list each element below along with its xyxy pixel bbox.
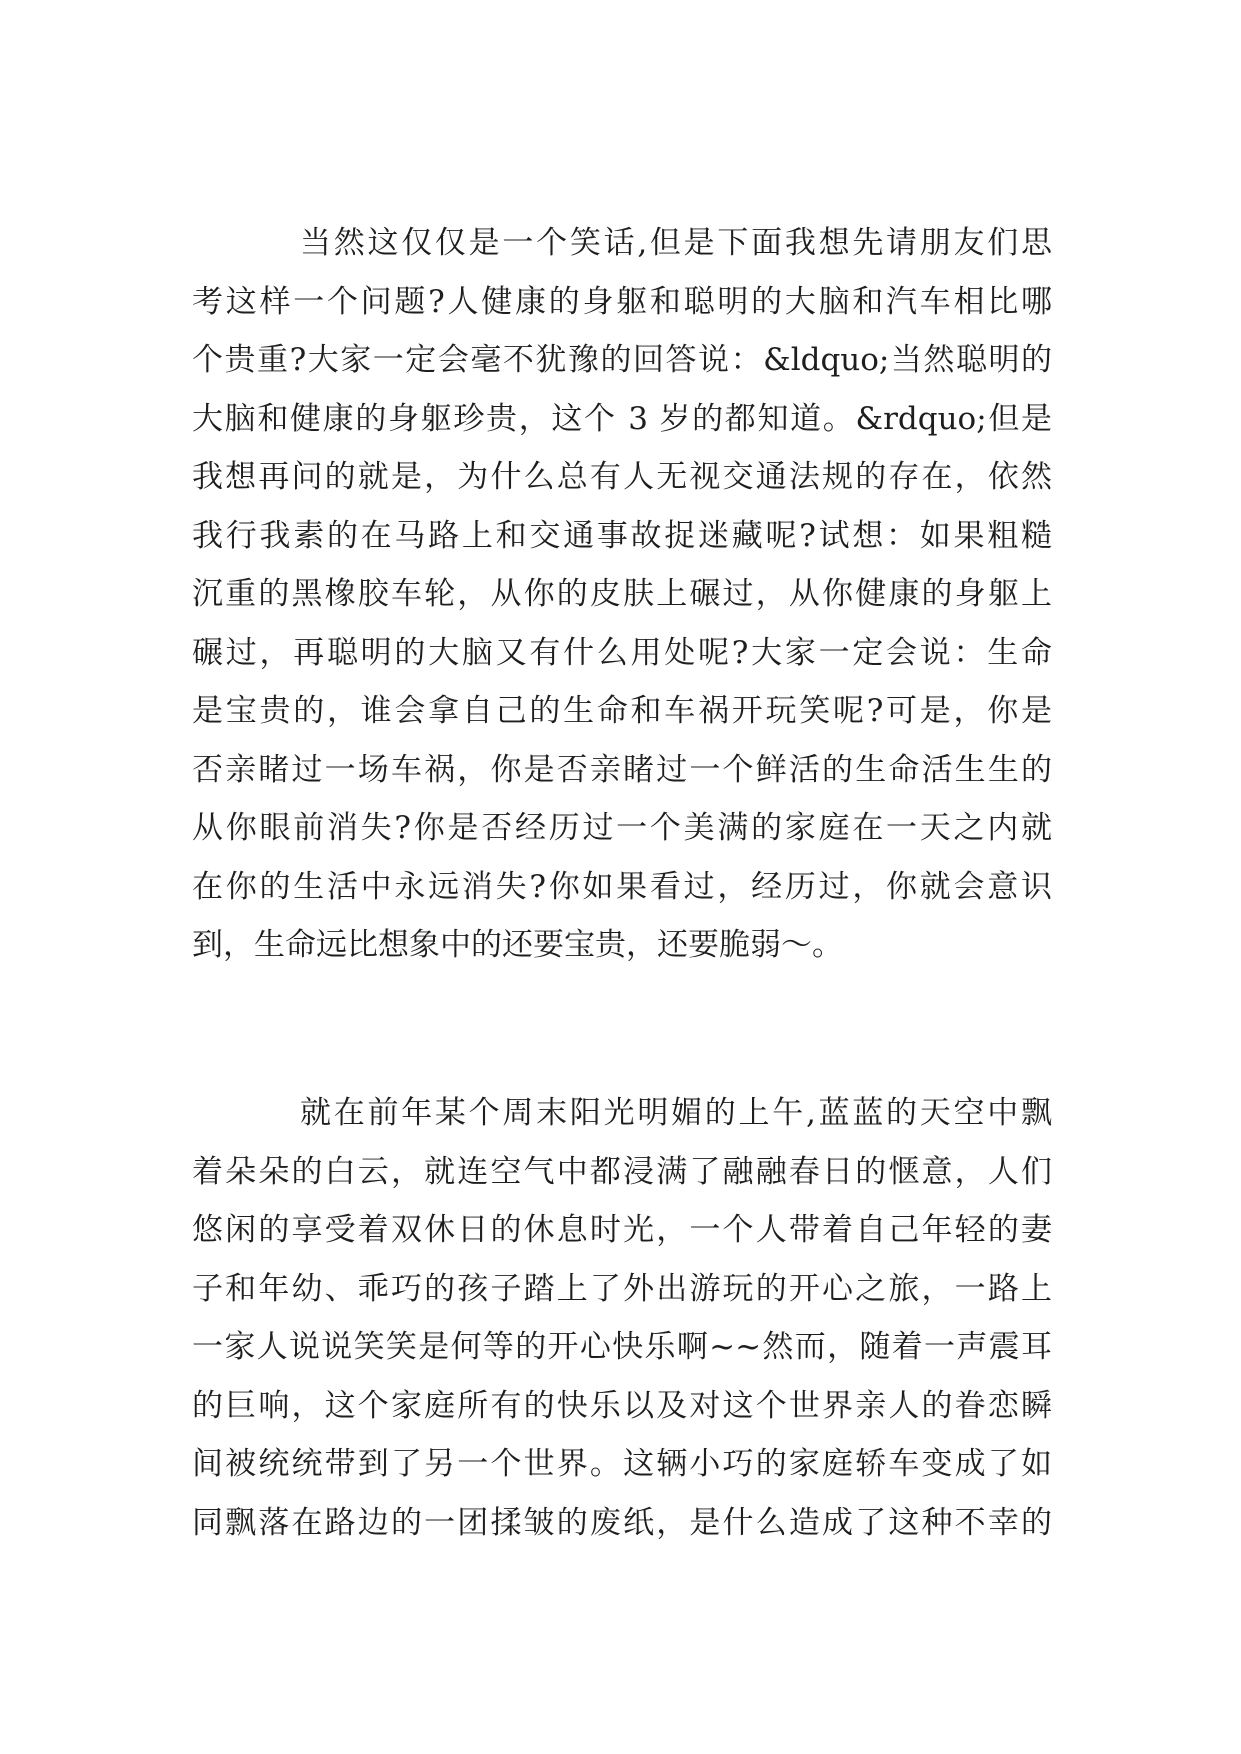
text-line: 着朵朵的白云，就连空气中都浸满了融融春日的惬意，人们: [192, 1153, 1052, 1190]
text-line: 一家人说说笑笑是何等的开心快乐啊~~然而，随着一声震耳: [192, 1329, 1052, 1365]
text-line: 个贵重?大家一定会毫不犹豫的回答说：&ldquo;当然聪明的: [192, 342, 1052, 378]
paragraph-1: [192, 214, 1052, 975]
paragraph-2: [192, 1084, 1052, 1552]
text-line: 碾过，再聪明的大脑又有什么用处呢?大家一定会说：生命: [192, 634, 1052, 671]
text-line: 同飘落在路边的一团揉皱的废纸，是什么造成了这种不幸的: [192, 1504, 1052, 1541]
text-line: 从你眼前消失?你是否经历过一个美满的家庭在一天之内就: [192, 810, 1052, 846]
text-line: 在你的生活中永远消失?你如果看过，经历过，你就会意识: [192, 868, 1052, 905]
text-line: 考这样一个问题?人健康的身躯和聪明的大脑和汽车相比哪: [192, 283, 1052, 320]
text-line: 否亲睹过一场车祸，你是否亲睹过一个鲜活的生命活生生的: [192, 751, 1052, 788]
text-line: 就在前年某个周末阳光明媚的上午,蓝蓝的天空中飘: [300, 1095, 1052, 1131]
text-line: 大脑和健康的身躯珍贵，这个 3 岁的都知道。&rdquo;但是: [192, 400, 1052, 437]
text-line: 我想再问的就是，为什么总有人无视交通法规的存在，依然: [192, 459, 1052, 495]
text-line: 的巨响，这个家庭所有的快乐以及对这个世界亲人的眷恋瞬: [192, 1387, 1052, 1424]
text-line: 我行我素的在马路上和交通事故捉迷藏呢?试想：如果粗糙: [192, 517, 1052, 554]
text-line: 子和年幼、乖巧的孩子踏上了外出游玩的开心之旅，一路上: [192, 1270, 1052, 1307]
text-line: 当然这仅仅是一个笑话,但是下面我想先请朋友们思: [300, 225, 1052, 261]
text-line: 沉重的黑橡胶车轮，从你的皮肤上碾过，从你健康的身躯上: [192, 576, 1052, 612]
text-line: 是宝贵的，谁会拿自己的生命和车祸开玩笑呢?可是，你是: [192, 693, 1052, 729]
text-line: 到，生命远比想象中的还要宝贵，还要脆弱～。: [192, 927, 843, 963]
text-line: 悠闲的享受着双休日的休息时光，一个人带着自己年轻的妻: [192, 1212, 1052, 1248]
text-line: 间被统统带到了另一个世界。这辆小巧的家庭轿车变成了如: [192, 1446, 1052, 1482]
